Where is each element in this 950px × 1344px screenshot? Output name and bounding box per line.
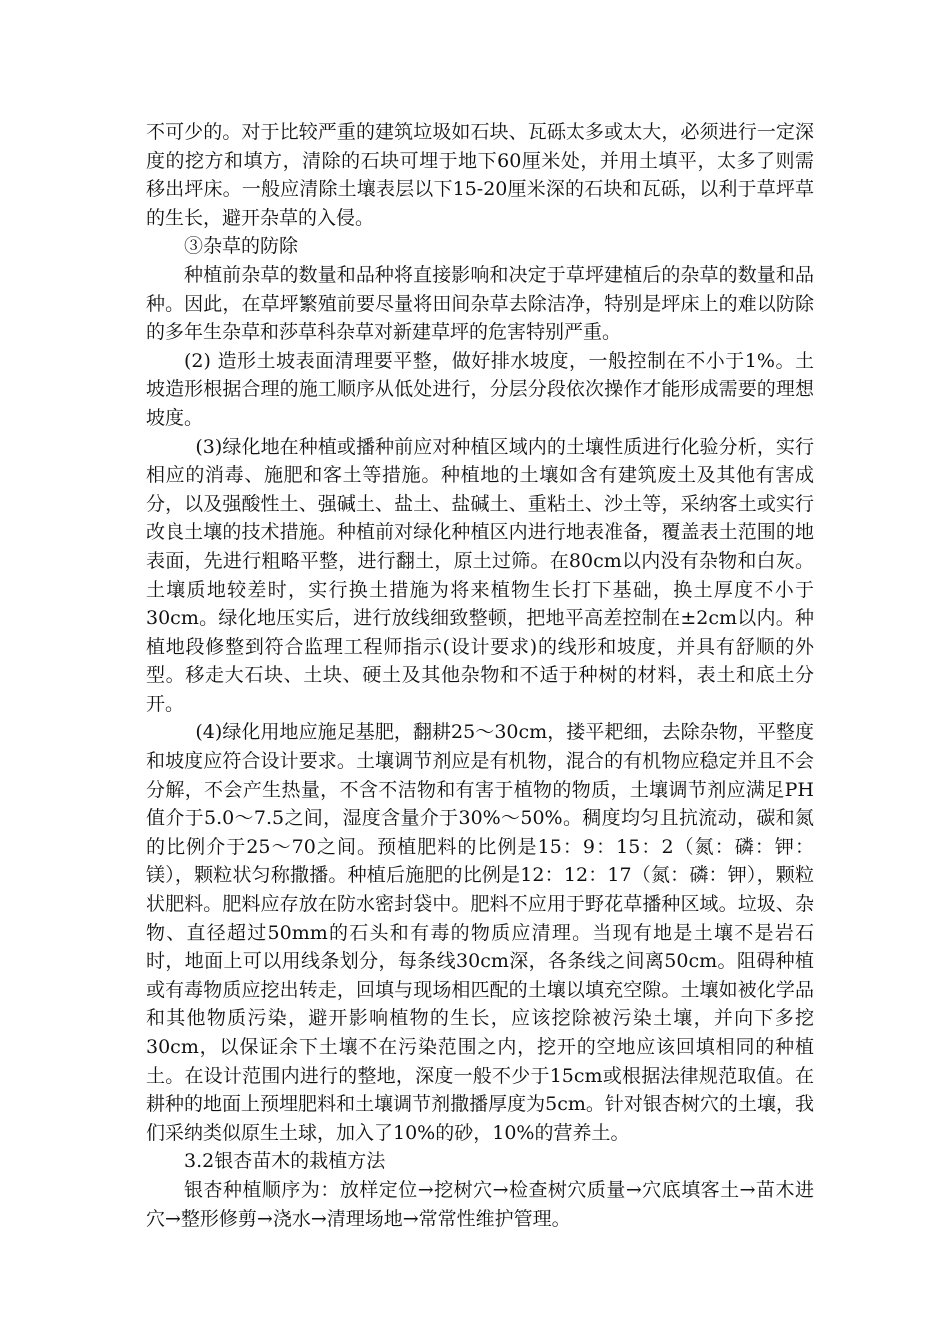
paragraph-slope-cleanup: (2) 造形土坡表面清理要平整，做好排水坡度，一般控制在不小于1%。土坡造形根据合理的施工顺序从低处进行，分层分段依次操作才能形成需要的理想坡度。 [146,349,814,429]
subheading-weed-control: ③杂草的防除 [184,235,299,258]
paragraph-base-fertilizer: (4)绿化用地应施足基肥，翻耕25～30cm，搂平耙细，去除杂物，平整度和坡度应符合设计要求。土壤调节剂应是有机物，混合的有机物应稳定并且不会分解，不会产生热量，不含不洁物和有害于植物的物质，土壤调节剂应满足PH值介于5.0～7.5之间，湿度含量介于30%～50%。稠度均匀且抗流动，碳和氮的比例介于25～70之间。预植肥料的比例是15：9：15：2（氮：磷：钾：镁），颗粒状匀称撒播。种植后施肥的比例是12：12：17（氮：磷：钾），颗粒状肥料。肥料应存放在防水密封袋中。肥料不应用于野花草播种区域。垃圾、杂物、直径超过50mm的石头和有毒的物质应清理。当现有地是土壤不是岩石时，地面上可以用线条划分，每条线30cm深，各条线之间离50cm。阻碍种植或有毒物质应挖出转走，回填与现场相匹配的土壤以填充空隙。土壤如被化学品和其他物质污染，避开影响植物的生长，应该挖除被污染土壤，并向下多挖30cm，以保证余下土壤不在污染范围之内，挖开的空地应该回填相同的种植土。在设计范围内进行的整地，深度一般不少于15cm或根据法律规范取值。在耕种的地面上预埋肥料和土壤调节剂撒播厚度为5cm。针对银杏树穴的土壤，我们采纳类似原生土球，加入了10%的砂，10%的营养土。 [146,721,814,1144]
paragraph-debris-removal: 不可少的。对于比较严重的建筑垃圾如石块、瓦砾太多或太大，必须进行一定深度的挖方和填方，清除的石块可埋于地下60厘米处，并用土填平，太多了则需移出坪床。一般应清除土壤表层以下15-20厘米深的石块和瓦砾，以利于草坪草的生长，避开杂草的入侵。 [146,121,814,229]
document-page [146,118,814,1233]
paragraph-soil-analysis: (3)绿化地在种植或播种前应对种植区域内的土壤性质进行化验分析，实行相应的消毒、施肥和客土等措施。种植地的土壤如含有建筑废土及其他有害成分，以及强酸性土、强碱土、盐土、盐碱土、重粘土、沙土等，采纳客土或实行改良土壤的技术措施。种植前对绿化种植区内进行地表准备，覆盖表土范围的地表面，先进行粗略平整，进行翻土，原土过筛。在80cm以内没有杂物和白灰。土壤质地较差时，实行换土措施为将来植物生长打下基础，换土厚度不小于30cm。绿化地压实后，进行放线细致整顿，把地平高差控制在±2cm以内。种植地段修整到符合监理工程师指示(设计要求)的线形和坡度，并具有舒顺的外型。移走大石块、土块、硬土及其他杂物和不适于种树的材料，表土和底土分开。 [146,435,814,715]
paragraph-planting-sequence: 银杏种植顺序为：放样定位→挖树穴→检查树穴质量→穴底填客土→苗木进穴→整形修剪→浇水→清理场地→常常性维护管理。 [146,1178,814,1230]
section-heading-planting-method: 3.2银杏苗木的栽植方法 [184,1150,386,1173]
paragraph-weed-control: 种植前杂草的数量和品种将直接影响和决定于草坪建植后的杂草的数量和品种。因此，在草坪繁殖前要尽量将田间杂草去除洁净，特别是坪床上的难以防除的多年生杂草和莎草科杂草对新建草坪的危害特别严重。 [146,263,814,344]
